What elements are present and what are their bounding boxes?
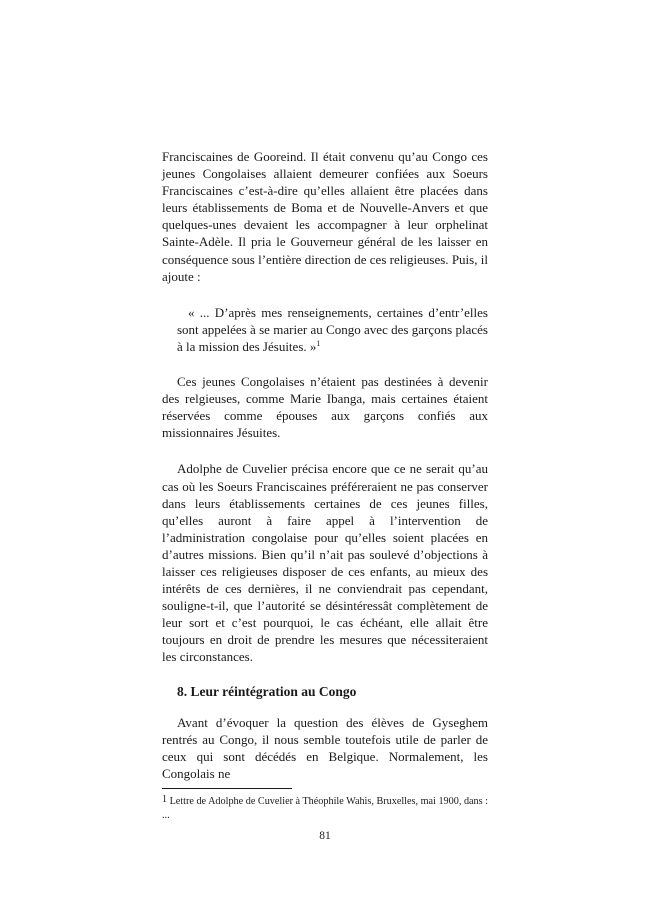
paragraph-1: Franciscaines de Gooreind. Il était convenu qu’au Congo ces jeunes Congolaises allaient demeurer confiées aux Soeurs Franciscaines c’est-à-dire qu’elles allaient être placées dans leurs établissements de Boma et de Nouvelle-Anvers et que quelques-unes devaient les accompagner à leur orphelinat Sainte-Adèle. Il pria le Gouverneur général de les laisser en conséquence sous l’entière direction de ces religieuses. Puis, il ajoute : bbox=[162, 149, 488, 284]
paragraph-4: Avant d’évoquer la question des élèves de Gyseghem rentrés au Congo, il nous semble toutefois utile de parler de ceux qui sont décédés en Belgique. Normalement, les Congolais ne bbox=[162, 714, 488, 781]
footnote-divider bbox=[162, 788, 292, 789]
block-quote bbox=[177, 304, 488, 355]
footnote-number: 1 bbox=[162, 793, 167, 805]
footnote-reference: 1 bbox=[316, 338, 321, 348]
quote-text: « ... D’après mes renseignements, certaines d’entr’elles sont appelées à se marier au Congo avec des garçons placés à la mission des Jésuites. » bbox=[177, 304, 488, 354]
paragraph-2: Ces jeunes Congolaises n’étaient pas destinées à devenir des relgieuses, comme Marie Ibanga, mais certaines étaient réservées comme épouses aux garçons confiés aux missionnaires Jésuites. bbox=[162, 374, 488, 441]
paragraph-3: Adolphe de Cuvelier précisa encore que ce ne serait qu’au cas où les Soeurs Franciscaines préféreraient ne pas conserver dans leurs établissements certaines de ces jeunes filles, qu’elles auront à faire appel à l’intervention de l’administration congolaise pour qu’elles soient placées en d’autres missions. Bien qu’il n’ait pas soulevé d’objections à laisser ces religieuses disposer de ces enfants, au mieux des intérêts de ces dernières, il ne conviendrait pas cependant, souligne-t-il, que l’autorité se désintéressât complètement de leur sort et c’est pourquoi, le cas échéant, elle allait être toujours en droit de prendre les mesures que nécessiteraient les circonstances. bbox=[162, 461, 488, 665]
footnote bbox=[162, 793, 488, 824]
page-content bbox=[162, 148, 488, 842]
page-number: 81 bbox=[319, 829, 331, 842]
quote-paragraph bbox=[177, 304, 488, 355]
footnote-text: Lettre de Adolphe de Cuvelier à Théophile Wahis, Bruxelles, mai 1900, dans : ... bbox=[162, 795, 489, 822]
footnote-paragraph bbox=[162, 793, 488, 824]
section-heading: 8. Leur réintégration au Congo bbox=[177, 683, 357, 699]
